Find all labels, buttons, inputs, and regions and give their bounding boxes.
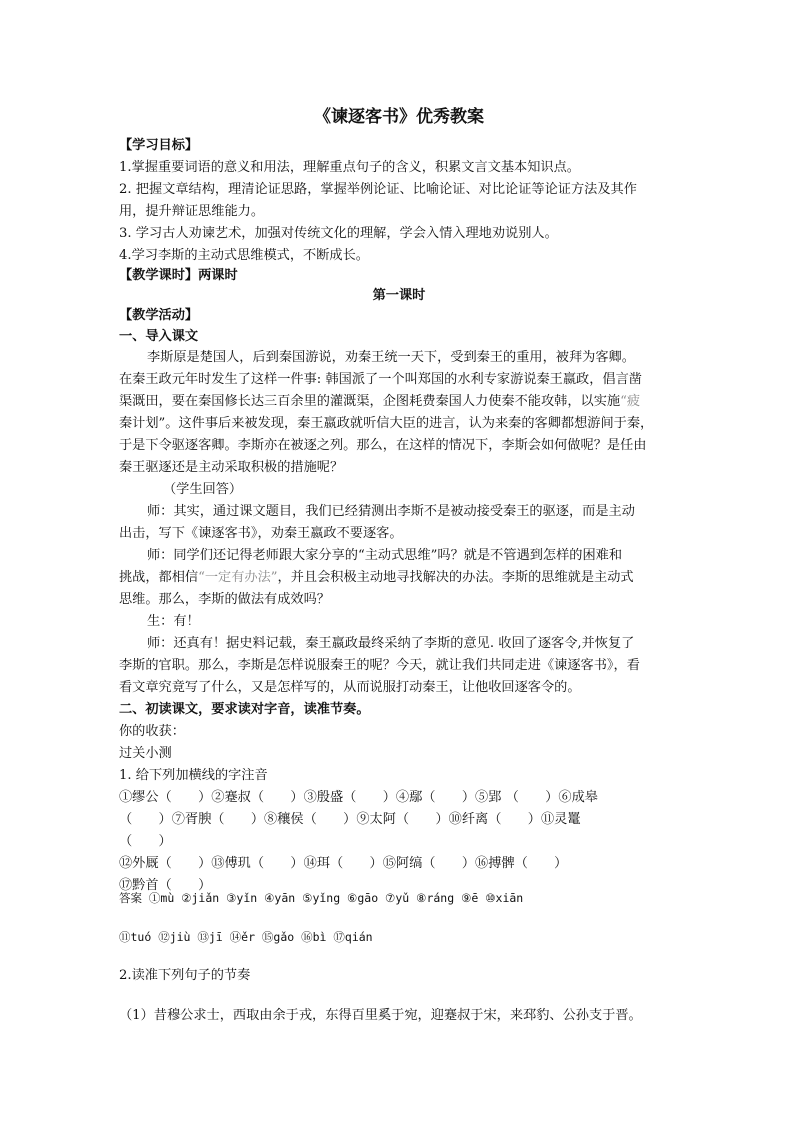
paragraph-line: 1. 给下列加横线的字注音	[119, 768, 268, 783]
paragraph-line: 挑战，都相信“一定有办法”，并且会积极主动地寻找解决的办法。李斯的思维就是主动式	[119, 570, 634, 585]
paragraph-line: 你的收获：	[119, 724, 185, 739]
exercise-line: ①缪公（ ）②蹇叔（ ）③殷盛（ ）④鄢（ ）⑤郢 （ ）⑥成皋	[119, 790, 598, 805]
paragraph-line: 师：还真有！据史料记载，秦王嬴政最终采纳了李斯的意见. 收回了逐客令,并恢复了	[147, 636, 635, 651]
paragraph-line: 2.读准下列句子的节奏	[119, 968, 251, 983]
section-heading: 【教学活动】	[119, 308, 199, 323]
paragraph-line: 4.学习李斯的主动式思维模式，不断成长。	[119, 248, 369, 263]
answer-line: 答案 ①mù ②jiǎn ③yǐn ④yān ⑤yǐng ⑥gāo ⑦yǔ ⑧ráng ⑨ē ⑩xiān	[119, 891, 524, 905]
page-title: 《谏逐客书》优秀教案	[314, 107, 484, 127]
paragraph-line: 在秦王政元年时发生了这样一件事: 韩国派了一个叫郑国的水利专家游说秦王嬴政，倡言凿	[119, 372, 642, 387]
paragraph-line: 思维。那么，李斯的做法有成效吗？	[119, 592, 330, 607]
exercise-line: （ ）⑦胥腴（ ）⑧穰侯（ ）⑨太阿（ ）⑩纤离（ ）⑪灵鼍	[119, 812, 581, 827]
paragraph-line: 秦计划”。这件事后来被发现，秦王嬴政就听信大臣的进言，认为来秦的客卿都想游间于秦，	[119, 416, 654, 431]
paragraph-line: 3. 学习古人劝谏艺术，加强对传统文化的理解，学会入情入理地劝说别人。	[119, 226, 558, 241]
paragraph-line: 李斯原是楚国人，后到秦国游说，劝秦王统一天下，受到秦王的重用，被拜为客卿。	[147, 350, 635, 365]
answer-line: ⑪tuó ⑫jiù ⑬jī ⑭ěr ⑮gǎo ⑯bì ⑰qián	[119, 930, 373, 944]
section-heading: 【教学课时】两课时	[119, 268, 238, 283]
highlight-text: “一定有办法”	[198, 570, 278, 585]
paragraph-line: 出击，写下《谏逐客书》，劝秦王嬴政不要逐客。	[119, 526, 403, 541]
paragraph-line: 2. 把握文章结构，理清论证思路，掌握举例论证、比喻论证、对比论证等论证方法及其作	[119, 182, 637, 197]
paragraph-line: 秦王驱逐还是主动采取积极的措施呢？	[119, 460, 344, 475]
lesson-heading: 第一课时	[372, 288, 426, 303]
paragraph-line: 用，提升辩证思维能力。	[119, 204, 265, 219]
paragraph-line: 看文章究竟写了什么，又是怎样写的，从而说服打动秦王，让他收回逐客令的。	[119, 680, 581, 695]
paragraph-line: （学生回答）	[163, 482, 243, 497]
highlight-text: “疲	[620, 394, 641, 409]
paragraph-line: 过关小测	[119, 746, 172, 761]
exercise-line: ⑰黔首（ ）	[119, 878, 212, 893]
paragraph-line: 生：有！	[147, 614, 200, 629]
paragraph-line: 李斯的官职。那么，李斯是怎样说服秦王的呢？今天，就让我们共同走进《谏逐客书》，看	[119, 658, 640, 673]
section-heading: 二、初读课文，要求读对字音，读准节奏。	[119, 702, 370, 717]
paragraph-line: 师：同学们还记得老师跟大家分享的“主动式思维”吗？就是不管遇到怎样的困难和	[147, 548, 623, 563]
paragraph-line: 渠溉田，要在秦国修长达三百余里的灌溉渠，企图耗费秦国人力使秦不能攻韩，以实施“疲	[119, 394, 641, 409]
paragraph-line: 师：其实，通过课文题目，我们已经猜测出李斯不是被动接受秦王的驱逐，而是主动	[147, 504, 635, 519]
exercise-line: （ ）	[119, 834, 172, 849]
exercise-line: ⑫外厩（ ）⑬傅玑（ ）⑭珥（ ）⑮阿缟（ ）⑯搏髀（ ）	[119, 856, 568, 871]
section-heading: 【学习目标】	[119, 138, 199, 153]
paragraph-line: （1）昔穆公求士，西取由余于戎，东得百里奚于宛，迎蹇叔于宋，来邳豹、公孙支于晋。	[119, 1008, 642, 1023]
section-heading: 一、导入课文	[119, 329, 199, 344]
paragraph-line: 1.掌握重要词语的意义和用法，理解重点句子的含义，积累文言文基本知识点。	[119, 160, 580, 175]
paragraph-line: 于是下令驱逐客卿。李斯亦在被逐之列。那么，在这样的情况下，李斯会如何做呢？是任由	[119, 438, 647, 453]
